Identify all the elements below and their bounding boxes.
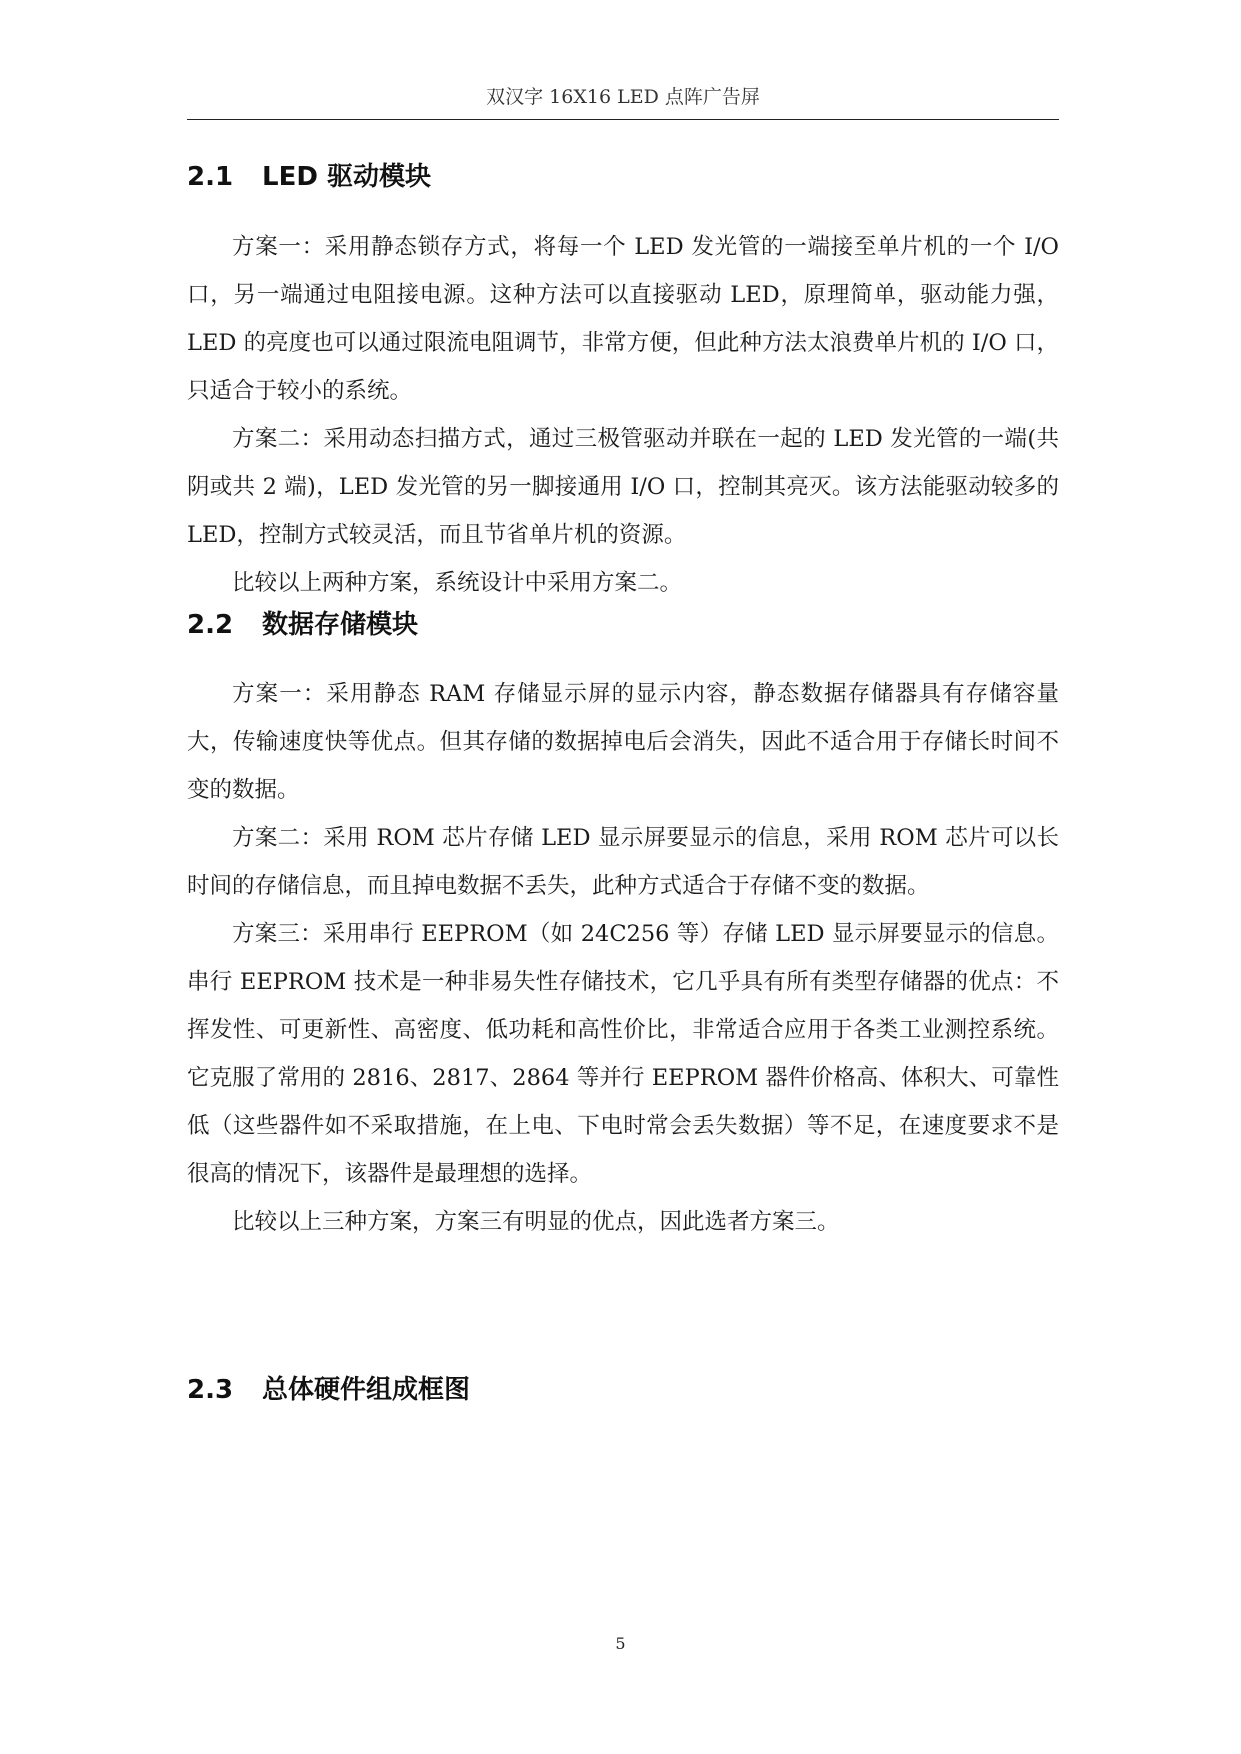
section-heading-2-2 [187,608,418,642]
paragraph: 比较以上两种方案，系统设计中采用方案二。 [232,570,683,596]
paragraph: 方案一：采用静态锁存方式，将每一个 LED 发光管的一端接至单片机的一个 I/O 口，另一端通过电阻接电源。这种方法可以直接驱动 LED，原理简单，驱动能力强，LED 的亮度也可以通过限流电阻调节，非常方便，但此种方法太浪费单片机的 I/O 口，只适合于较小的系统。 [187,234,1059,404]
section-heading-2-3 [187,1373,470,1407]
section-number: 2.1 [187,162,234,192]
section-title-text: 数据存储模块 [262,610,419,640]
section-title-text: 总体硬件组成框图 [262,1375,471,1405]
section-body-2-1 [187,223,1059,607]
section-body-2-2 [187,670,1059,1246]
section-number: 2.2 [187,610,234,640]
paragraph: 方案三：采用串行 EEPROM（如 24C256 等）存储 LED 显示屏要显示的信息。串行 EEPROM 技术是一种非易失性存储技术，它几乎具有所有类型存储器的优点：不挥发性、可更新性、高密度、低功耗和高性价比，非常适合应用于各类工业测控系统。它克服了常用的 2816、2817、2864 等并行 EEPROM 器件价格高、体积大、可靠性低（这些器件如不采取措施，在上电、下电时常会丢失数据）等不足，在速度要求不是很高的情况下，该器件是最理想的选择。 [187,921,1059,1187]
section-heading-2-1 [187,160,431,194]
section-title-text: LED 驱动模块 [262,162,431,192]
paragraph: 方案二：采用 ROM 芯片存储 LED 显示屏要显示的信息，采用 ROM 芯片可以长时间的存储信息，而且掉电数据不丢失，此种方式适合于存储不变的数据。 [187,825,1059,899]
paragraph: 方案一：采用静态 RAM 存储显示屏的显示内容，静态数据存储器具有存储容量大，传输速度快等优点。但其存储的数据掉电后会消失，因此不适合用于存储长时间不变的数据。 [187,681,1059,803]
paragraph: 比较以上三种方案，方案三有明显的优点，因此选者方案三。 [232,1209,840,1235]
page-number: 5 [615,1634,626,1653]
header-divider [187,119,1059,120]
paragraph: 方案二：采用动态扫描方式，通过三极管驱动并联在一起的 LED 发光管的一端(共阴或共 2 端)，LED 发光管的另一脚接通用 I/O 口，控制其亮灭。该方法能驱动较多的 LED，控制方式较灵活，而且节省单片机的资源。 [187,426,1059,548]
section-number: 2.3 [187,1375,234,1405]
running-header: 双汉字 16X16 LED 点阵广告屏 [486,86,760,108]
